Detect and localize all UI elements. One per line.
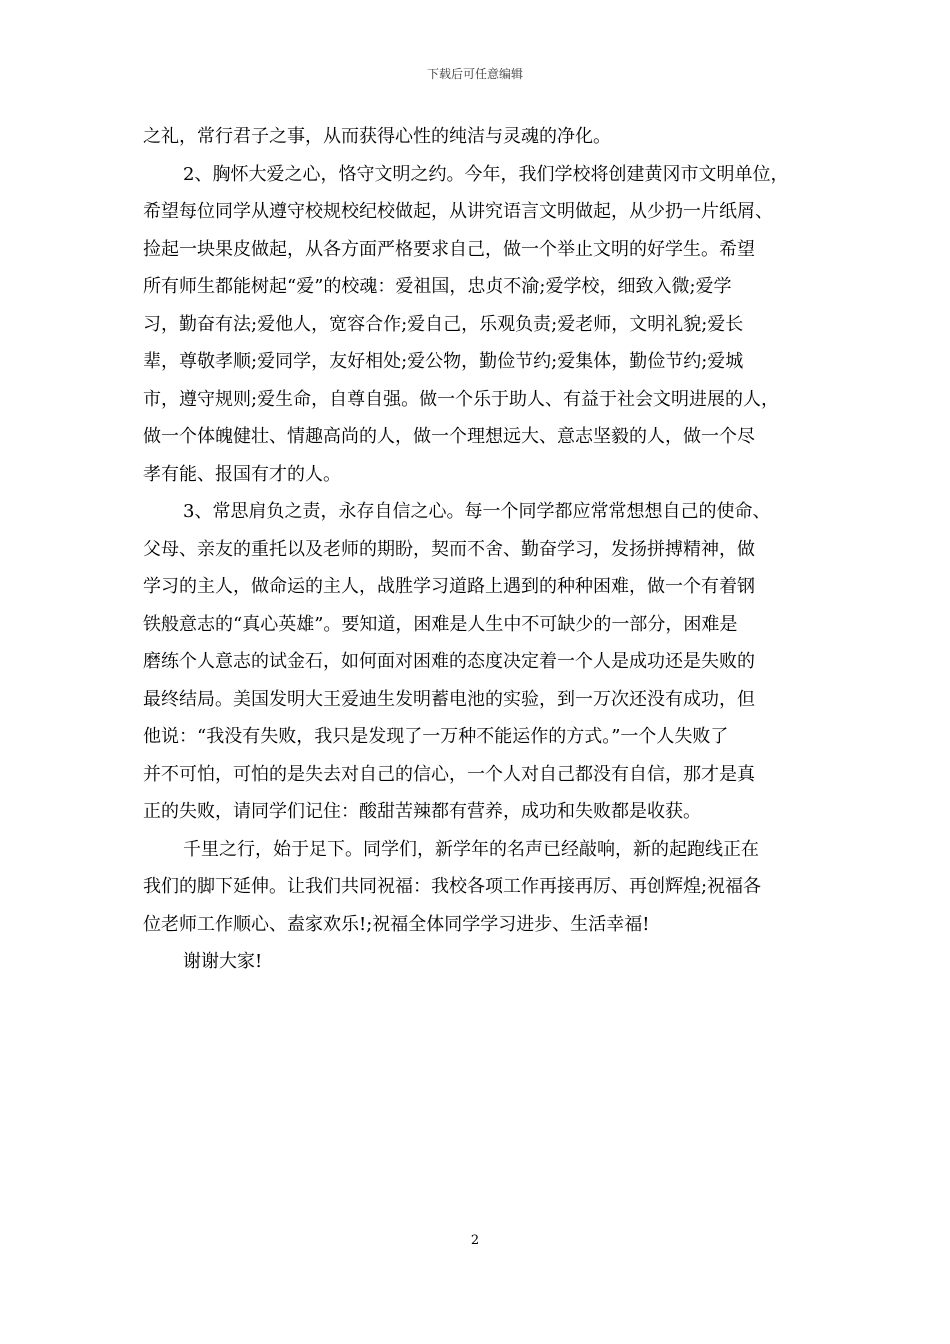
text-line: 千里之行，始于足下。同学们，新学年的名声已经敲响，新的起跑线正在 bbox=[183, 838, 759, 860]
text-line: 市，遵守规则;爱生命，自尊自强。做一个乐于助人、有益于社会文明进展的人， bbox=[143, 388, 780, 410]
text-line: 我们的脚下延伸。让我们共同祝福：我校各项工作再接再厉、再创辉煌;祝福各 bbox=[143, 876, 762, 897]
text-line: 铁般意志的“真心英雄”。要知道，困难是人生中不可缺少的一部分，困难是 bbox=[143, 613, 738, 635]
text-line: 所有师生都能树起“爱”的校魂：爱祖国，忠贞不渝;爱学校，细致入微;爱学 bbox=[143, 276, 732, 297]
paragraph-1 bbox=[143, 118, 807, 156]
text-line: 辈，尊敬孝顺;爱同学，友好相处;爱公物，勤俭节约;爱集体，勤俭节约;爱城 bbox=[143, 351, 744, 372]
page-number: 2 bbox=[470, 1233, 480, 1248]
text-line: 2、胸怀大爱之心，恪守文明之约。今年，我们学校将创建黄冈市文明单位， bbox=[183, 163, 789, 185]
text-line: 做一个体魄健壮、情趣高尚的人，做一个理想远大、意志坚毅的人，做一个尽 bbox=[143, 426, 755, 447]
page-header: 下载后可任意编辑 bbox=[426, 67, 523, 81]
text-line: 磨练个人意志的试金石，如何面对困难的态度决定着一个人是成功还是失败的 bbox=[143, 651, 755, 672]
paragraph-4 bbox=[143, 831, 807, 944]
text-line: 位老师工作顺心、盍家欢乐!;祝福全体同学学习进步、生活幸福! bbox=[143, 913, 650, 935]
text-line: 正的失败，请同学们记住：酸甜苦辣都有营养，成功和失败都是收获。 bbox=[143, 801, 701, 822]
text-line: 谢谢大家! bbox=[183, 951, 263, 972]
paragraph-2 bbox=[143, 156, 807, 494]
text-line: 捡起一块果皮做起，从各方面严格要求自己，做一个举止文明的好学生。希望 bbox=[143, 238, 755, 260]
text-line: 父母、亲友的重托以及老师的期盼，契而不舍、勤奋学习，发扬拼搏精神，做 bbox=[143, 538, 755, 560]
text-line: 他说：“我没有失败，我只是发现了一万种不能运作的方式。”一个人失败了 bbox=[143, 726, 729, 747]
text-line: 最终结局。美国发明大王爱迪生发明蓄电池的实验，到一万次还没有成功，但 bbox=[143, 688, 755, 710]
text-line: 之礼，常行君子之事，从而获得心性的纯洁与灵魂的净化。 bbox=[143, 126, 611, 147]
text-line: 孝有能、报国有才的人。 bbox=[143, 463, 341, 485]
text-line: 习，勤奋有法;爱他人，宽容合作;爱自己，乐观负责;爱老师，文明礼貌;爱长 bbox=[143, 313, 744, 335]
text-line: 希望每位同学从遵守校规校纪校做起，从讲究语言文明做起，从少扔一片纸屑、 bbox=[143, 201, 773, 222]
text-line: 学习的主人，做命运的主人，战胜学习道路上遇到的种种困难，做一个有着钢 bbox=[143, 576, 755, 597]
paragraph-5 bbox=[143, 943, 807, 981]
text-line: 3、常思肩负之责，永存自信之心。每一个同学都应常常想想自己的使命、 bbox=[183, 501, 771, 522]
text-line: 并不可怕，可怕的是失去对自己的信心，一个人对自己都没有自信，那才是真 bbox=[143, 763, 755, 785]
document-body bbox=[143, 118, 807, 981]
paragraph-3 bbox=[143, 493, 807, 831]
